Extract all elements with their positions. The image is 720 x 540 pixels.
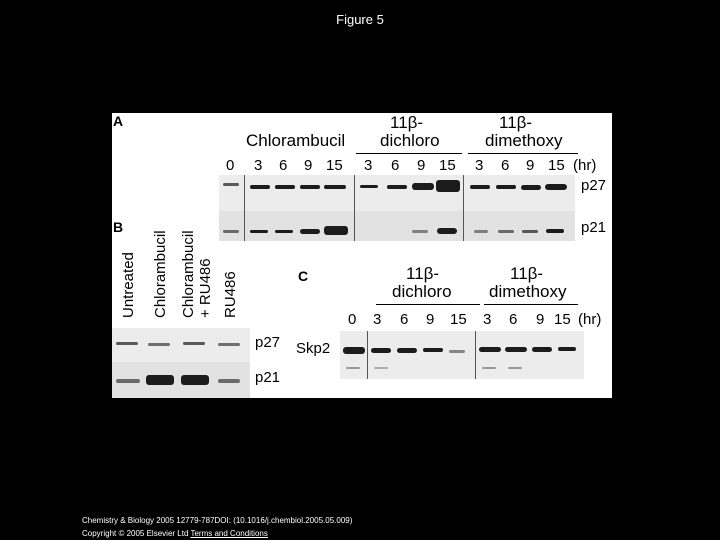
blot-band — [474, 230, 488, 233]
blot-band — [498, 230, 514, 233]
panel-c-time-label: 6 — [400, 311, 409, 328]
panel-a-time-label: 3 — [364, 157, 373, 174]
blot-band — [505, 347, 527, 352]
panel-a-dimethoxy-underline — [468, 153, 578, 154]
panel-c-dimethoxy-underline — [484, 304, 578, 305]
panel-b-lane-label: Untreated — [120, 252, 137, 318]
panel-a-group-dichloro-line1: 11β- — [390, 113, 424, 132]
blot-band — [360, 185, 378, 188]
panel-a-p27-blot — [219, 175, 575, 213]
panel-c-group-dichloro-line2: dichloro — [392, 282, 452, 301]
blot-band — [412, 230, 428, 233]
lane-separator — [475, 331, 476, 379]
panel-a-letter: A — [113, 113, 124, 129]
panel-a-time-label: 9 — [526, 157, 535, 174]
lane-separator — [244, 175, 245, 241]
panel-a-dichloro-underline — [356, 153, 462, 154]
blot-band — [275, 185, 295, 189]
blot-band — [223, 230, 239, 233]
panel-a-p21-label: p21 — [581, 219, 607, 236]
western-blot-figure — [112, 113, 612, 398]
panel-a-time-label: 6 — [501, 157, 510, 174]
panel-a-group-chlorambucil: Chlorambucil — [246, 131, 346, 150]
blot-band — [496, 185, 516, 189]
panel-c-time-label: 6 — [509, 311, 518, 328]
blot-band — [324, 226, 348, 235]
panel-c-letter: C — [298, 268, 309, 284]
blot-band — [116, 379, 140, 383]
blot-band — [146, 375, 174, 385]
panel-c-time-label: 9 — [426, 311, 435, 328]
blot-band — [374, 367, 388, 369]
panel-a-time-label: 3 — [254, 157, 263, 174]
blot-band — [479, 347, 501, 352]
copyright-text: Copyright © 2005 Elsevier Ltd — [82, 529, 189, 538]
panel-b-p21-label: p21 — [255, 369, 281, 386]
panel-a-group-dimethoxy-line1: 11β- — [499, 113, 533, 132]
blot-band — [148, 343, 170, 346]
blot-band — [218, 343, 240, 346]
panel-c-group-dimethoxy-line2: dimethoxy — [489, 282, 567, 301]
blot-band — [250, 230, 268, 233]
blot-band — [508, 367, 522, 369]
panel-c-group-dichloro-line1: 11β- — [406, 264, 440, 283]
blot-band — [343, 347, 365, 354]
blot-band — [397, 348, 417, 353]
blot-band — [223, 183, 239, 186]
panel-c-time-label: 9 — [536, 311, 545, 328]
blot-band — [183, 342, 205, 345]
blot-band — [558, 347, 576, 351]
lane-separator — [354, 175, 355, 241]
slide-title: Figure 5 — [336, 12, 384, 27]
blot-band — [545, 184, 567, 190]
copyright-line — [82, 529, 268, 538]
panel-a-time-label: 0 — [226, 157, 235, 174]
blot-band — [371, 348, 391, 353]
blot-band — [275, 230, 293, 233]
blot-band — [423, 348, 443, 352]
blot-band — [470, 185, 490, 189]
panel-c-time-label: 3 — [483, 311, 492, 328]
citation-text: Chemistry & Biology 2005 12779-787DOI: (10.1016/j.chembiol.2005.05.009) — [82, 516, 353, 525]
blot-band — [436, 180, 460, 192]
panel-c-unit: (hr) — [578, 311, 602, 328]
panel-a-time-label: 6 — [279, 157, 288, 174]
blot-band — [522, 230, 538, 233]
panel-c-group-dimethoxy-line1: 11β- — [510, 264, 544, 283]
panel-b-lane-label: Chlorambucil — [180, 230, 197, 318]
panel-c-time-label: 15 — [554, 311, 571, 328]
terms-link[interactable]: Terms and Conditions — [190, 529, 268, 538]
blot-band — [412, 183, 434, 190]
blot-band — [300, 229, 320, 234]
panel-c-time-label: 0 — [348, 311, 357, 328]
lane-separator — [463, 175, 464, 241]
blot-band — [482, 367, 496, 369]
panel-c-skp2-blot — [340, 331, 584, 379]
panel-c-skp2-label: Skp2 — [296, 340, 331, 357]
blot-band — [437, 228, 457, 234]
blot-band — [532, 347, 552, 352]
blot-band — [181, 375, 209, 385]
panel-b-letter: B — [113, 219, 124, 235]
panel-a-time-label: 6 — [391, 157, 400, 174]
panel-a-time-label: 3 — [475, 157, 484, 174]
panel-a-group-dimethoxy-line2: dimethoxy — [485, 131, 563, 150]
panel-a-group-dichloro-line2: dichloro — [380, 131, 440, 150]
panel-c-time-label: 15 — [450, 311, 467, 328]
blot-band — [218, 379, 240, 383]
blot-band — [449, 350, 465, 353]
lane-separator — [367, 331, 368, 379]
blot-band — [546, 229, 564, 233]
blot-band — [324, 185, 346, 189]
blot-band — [346, 367, 360, 369]
blot-band — [521, 185, 541, 190]
panel-a-p27-label: p27 — [581, 177, 607, 194]
panel-a-p21-blot — [219, 211, 575, 241]
panel-a-time-label: 15 — [326, 157, 343, 174]
panel-a-time-label: 15 — [439, 157, 456, 174]
panel-b-p27-label: p27 — [255, 334, 281, 351]
panel-b-lane-label: + RU486 — [197, 258, 214, 318]
panel-a-time-label: 15 — [548, 157, 565, 174]
blot-band — [250, 185, 270, 189]
panel-a-unit: (hr) — [573, 157, 597, 174]
panel-a-time-label: 9 — [304, 157, 313, 174]
blot-band — [387, 185, 407, 189]
blot-band — [116, 342, 138, 345]
panel-b-lane-label: Chlorambucil — [152, 230, 169, 318]
panel-c-time-label: 3 — [373, 311, 382, 328]
panel-a-time-label: 9 — [417, 157, 426, 174]
panel-c-dichloro-underline — [376, 304, 480, 305]
panel-b-lane-label: RU486 — [222, 271, 239, 318]
blot-band — [300, 185, 320, 189]
